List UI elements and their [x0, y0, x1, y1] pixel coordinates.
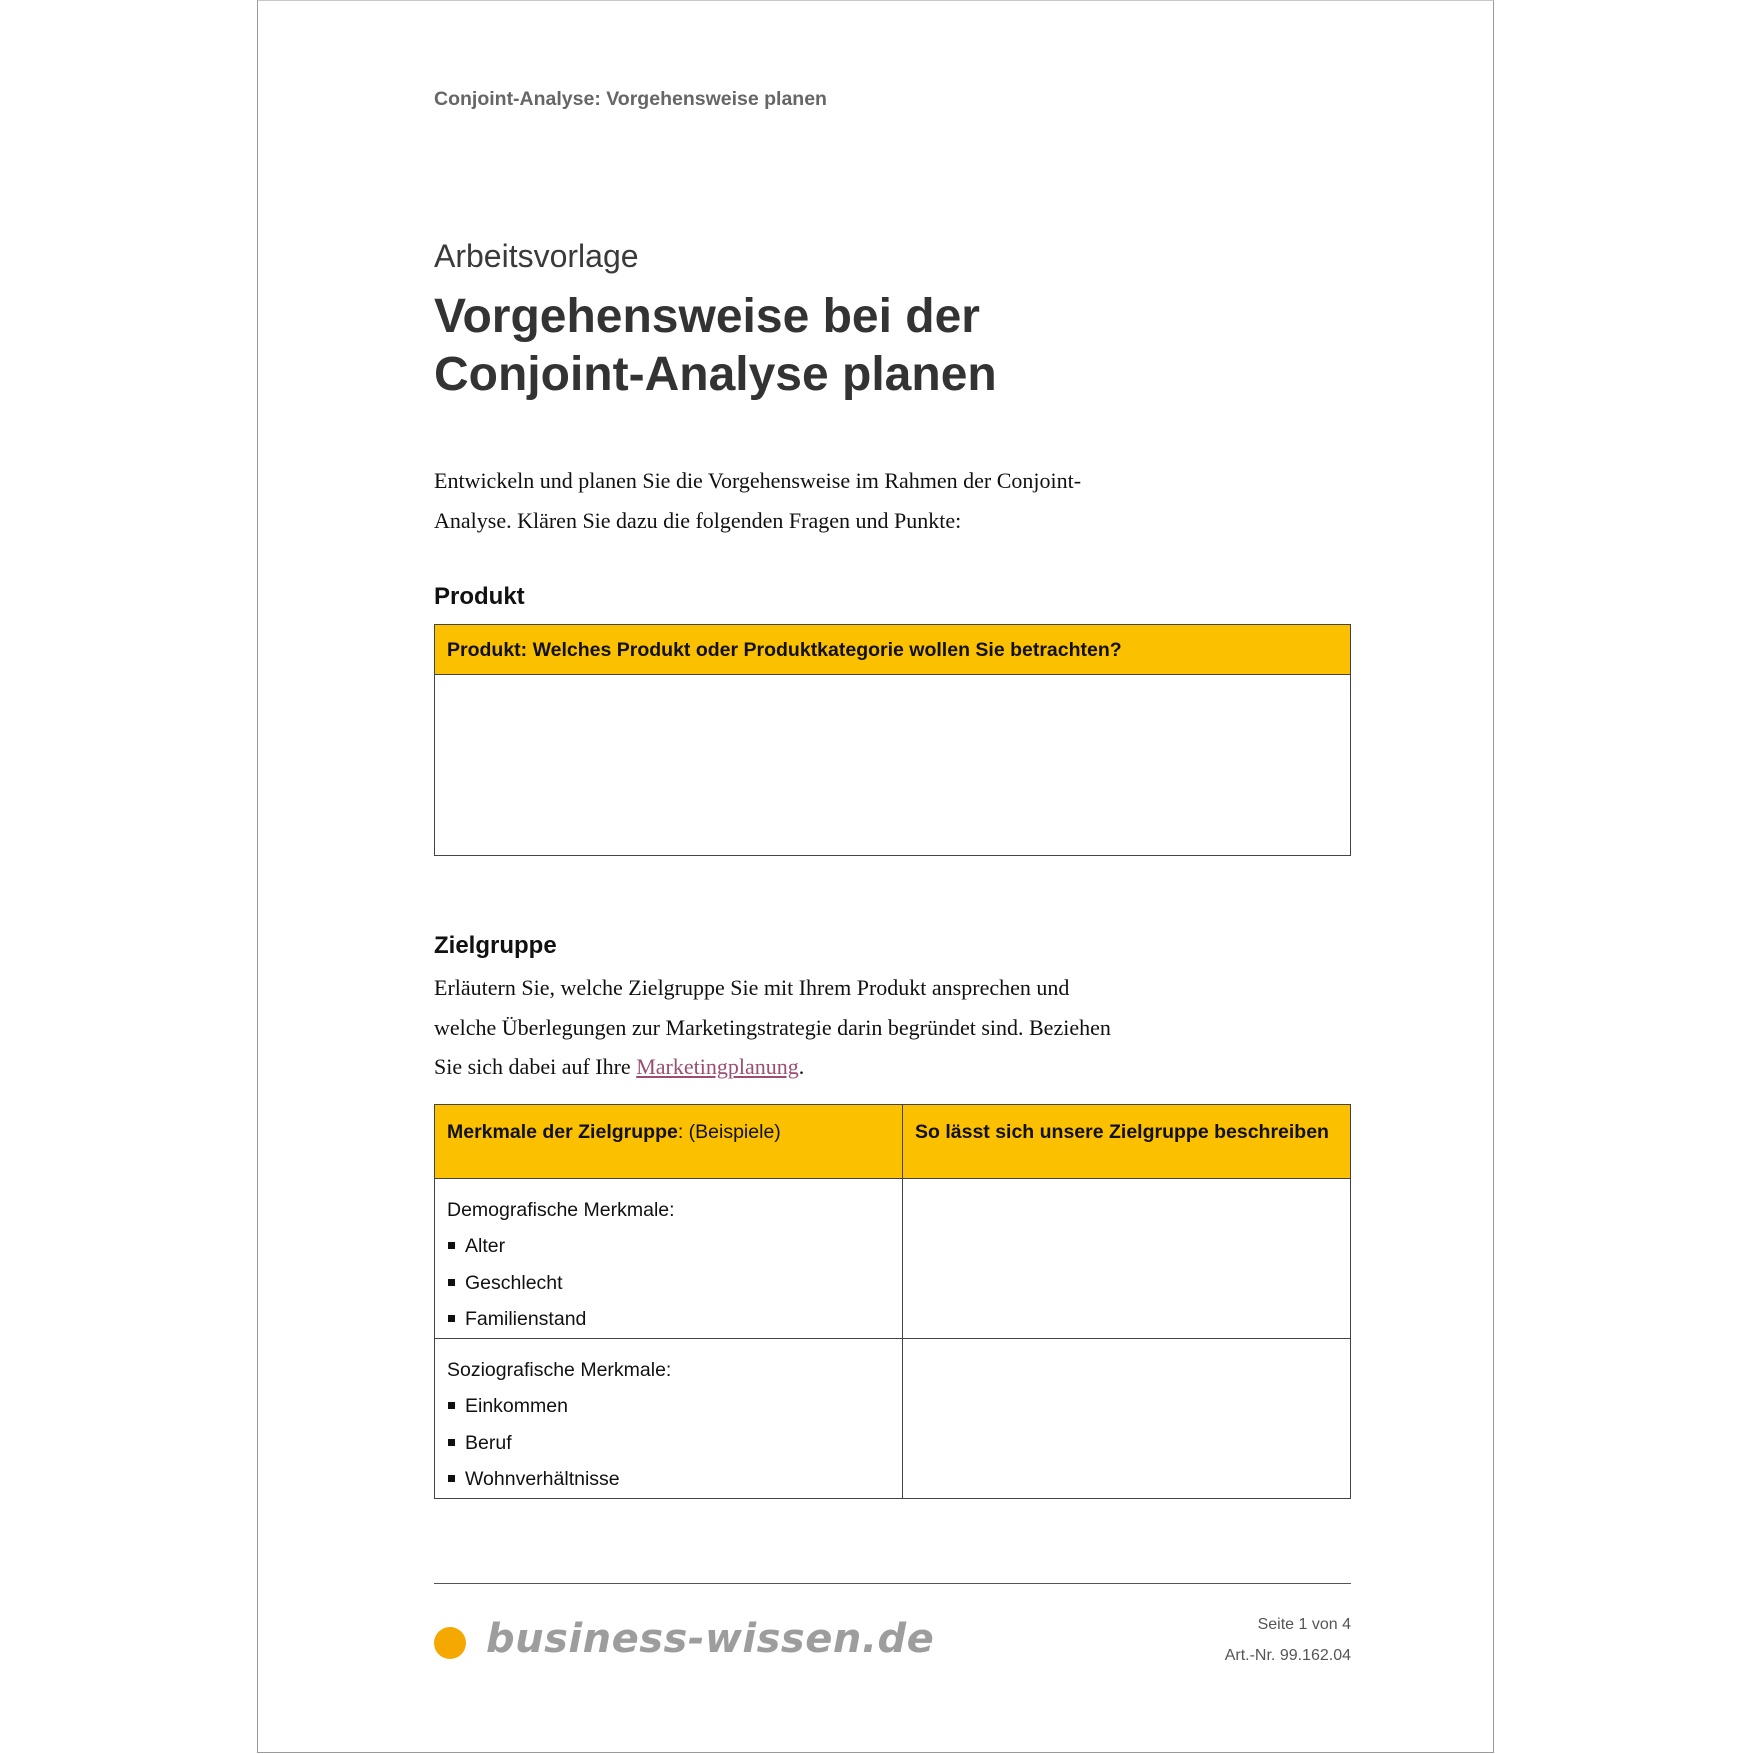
title-line-2: Conjoint-Analyse planen [434, 348, 997, 401]
zielgruppe-line-1: Erläutern Sie, welche Zielgruppe Sie mit Ihrem Produkt ansprechen und [434, 975, 1070, 1000]
zielgruppe-col2-header: So lässt sich unsere Zielgruppe beschreiben [903, 1105, 1351, 1179]
soziografische-merkmale-cell [435, 1339, 903, 1499]
list-item: Wohnverhältnisse [447, 1461, 890, 1498]
zielgruppe-line-3 [434, 1047, 1154, 1087]
zielgruppe-col1-header [435, 1105, 903, 1179]
zielgruppe-line-3-suffix: . [798, 1054, 805, 1079]
footer-divider [434, 1583, 1351, 1584]
zielgruppe-line-2: welche Überlegungen zur Marketingstrategie darin begründet sind. Beziehen [434, 1014, 1111, 1040]
title-line-1: Vorgehensweise bei der [434, 290, 980, 343]
produkt-heading: Produkt [434, 583, 525, 610]
soziografische-answer-cell[interactable] [903, 1339, 1351, 1499]
list-item: Einkommen [447, 1388, 890, 1425]
produkt-answer-cell[interactable] [435, 675, 1351, 856]
zielgruppe-paragraph [434, 968, 1154, 1087]
col1-header-bold: Merkmale der Zielgruppe [447, 1121, 678, 1143]
bullet-list [447, 1228, 890, 1338]
list-item: Beruf [447, 1425, 890, 1462]
running-header: Conjoint-Analyse: Vorgehensweise planen [434, 88, 827, 110]
bullet-list [447, 1388, 890, 1498]
row-label: Demografische Merkmale: [447, 1199, 675, 1221]
business-wissen-logo: business-wissen.de [486, 1616, 935, 1662]
demografische-answer-cell[interactable] [903, 1179, 1351, 1339]
produkt-table-header: Produkt: Welches Produkt oder Produktkategorie wollen Sie betrachten? [435, 625, 1351, 675]
footer-page-info [1225, 1609, 1351, 1671]
list-item: Geschlecht [447, 1265, 890, 1302]
intro-line-2: Analyse. Klären Sie dazu die folgenden Fragen und Punkte: [434, 507, 962, 533]
intro-line-1: Entwickeln und planen Sie die Vorgehensweise im Rahmen der Conjoint- [434, 468, 1082, 493]
zielgruppe-heading: Zielgruppe [434, 932, 557, 959]
marketingplanung-link[interactable]: Marketingplanung [636, 1054, 799, 1079]
demografische-merkmale-cell [435, 1179, 903, 1339]
list-item: Familienstand [447, 1301, 890, 1338]
table-row [435, 1179, 1351, 1339]
zielgruppe-line-3-prefix: Sie sich dabei auf Ihre [434, 1054, 637, 1079]
logo-dot-icon [434, 1627, 466, 1659]
produkt-table [434, 624, 1351, 856]
page-number: Seite 1 von 4 [1257, 1616, 1351, 1633]
article-number: Art.-Nr. 99.162.04 [1224, 1647, 1351, 1664]
list-item: Alter [447, 1228, 890, 1265]
document-title [434, 288, 997, 404]
zielgruppe-table [434, 1104, 1351, 1499]
intro-paragraph [434, 461, 1154, 540]
table-row [435, 1339, 1351, 1499]
col1-header-normal: : (Beispiele) [677, 1121, 781, 1143]
row-label: Soziografische Merkmale: [447, 1359, 672, 1381]
document-kicker: Arbeitsvorlage [434, 238, 639, 274]
